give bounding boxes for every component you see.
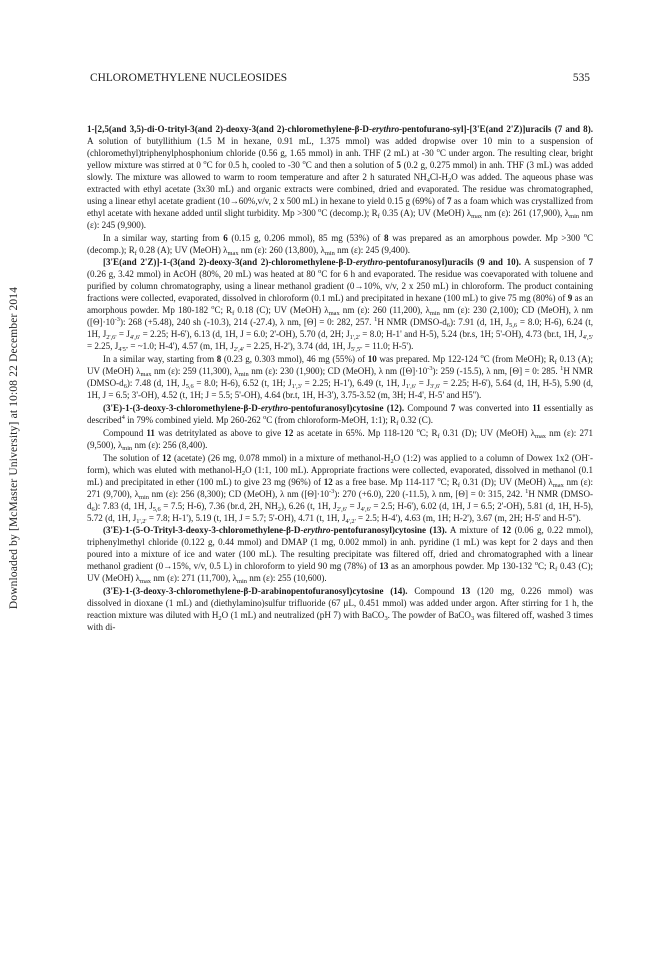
paragraph-compound-11: Compound 11 was detritylated as above to give 12 as acetate in 65%. Mp 118-120 $^o$C; $R_f$ 0.31 (D); UV (MeOH) $\lambda_{max}$ nm (ε): 271 (9,500), $\lambda_{min}$ nm (ε): 256 (8,400). [87, 426, 594, 452]
paragraph-compound-10: In a similar way, starting from 8 (0.23 g, 0.303 mmol), 46 mg (55%) of 10 was prepared. Mp 122-124 $^o$C (from MeOH); $R_f$ 0.13 (A); UV (MeOH) $\lambda_{max}$ nm (ε): 259 (11,300), $\lambda_{min}$ nm (ε): 230 (1,900); CD (MeOH), λ nm $([\Theta]\cdot 10^{-3})$: 259 (-15.5), λ nm, [Θ] = 0: 285. $^1$H NMR $(DMSO-d_6)$: 7.48 (d, 1H, $J_{5,6} = 8.0$; H-6), 6.52 (t, 1H; $J_{1',3'} = 2.25$; H-1'), 6.49 (t, 1H, $J_{1',6'} = J_{3',6'} = 2.25$; H-6'), 5.64 (d, 1H, H-5), 5.90 (d, 1H, J = 6.5; 3'-OH), 4.52 (t, 1H; J = 5.5; 5'-OH), 4.64 (br.t, 1H, H-3'), 3.75-3.52 (m, 3H; H-4', H-5' and H5''). [87, 353, 594, 400]
paragraph-compound-12-heading: (3'E)-1-(3-deoxy-3-chloromethylene-β-D-erythro-pentofuranosyl)cytosine (12). Compound 7 was converted into 11 essentially as described$^4$ in 79% combined yield. Mp 260-262 $^o$C (from chloroform-MeOH, 1:1); $R_f$ 0.32 (C). [87, 402, 594, 427]
paragraph-compound-8: In a similar way, starting from 6 (0.15 g, 0.206 mmol), 85 mg (53%) of 8 was prepared as an amorphous powder. Mp >300 $^o$C (decomp.); $R_f$ 0.28 (A); UV (MeOH) $\lambda_{max}$ nm (ε): 260 (13,800), $\lambda_{min}$ nm (ε): 245 (9,400). [87, 231, 593, 257]
running-header [90, 72, 590, 90]
paragraph-compound-14: (3'E)-1-(3-deoxy-3-chloromethylene-β-D-arabinopentofuranosyl)cytosine (14). Compound 13 (120 mg, 0.226 mmol) was dissolved in dioxane (1 mL) and (diethylamino)sulfur trifluoride (67 μL, 0.451 mmol) was added under argon. After stirring for 1 h, the reaction mixture was diluted with $H_2O$ (1 mL) and neutralized (pH 7) with BaCO$_3$. The powder of BaCO$_3$ was filtered off, washed 3 times with di- [87, 586, 593, 633]
page-number: 535 [572, 72, 590, 84]
download-watermark: Downloaded by [McMaster University] at 10:08 22 December 2014 [8, 286, 20, 610]
paragraph-compound-12-free-base: The solution of 12 (acetate) (26 mg, 0.078 mmol) in a mixture of methanol-$H_2O$ (1:2) was applied to a column of Dowex 1x2 (OH--form), which was eluted with methanol-$H_2O$ (1:1, 100 mL). Appropriate fractions were collected, evaporated, dissolved in methanol (0.1 mL) and precipitated in ether (100 mL) to give 23 mg (96%) of 12 as a free base. Mp 114-117 $^o$C; $R_f$ 0.31 (D); UV (MeOH) $\lambda_{max}$ nm (ε): 271 (9,700), $\lambda_{min}$ nm (ε): 256 (8,300); CD (MeOH), λ nm $([\Theta]\cdot 10^{-3})$: 270 (+6.0), 220 (-11.5), λ nm, [Θ] = 0: 315, 242. $^1$H NMR $(DMSO-d_6)$: 7.83 (d, 1H, $J_{5,6} = 7.5$; H-6), 7.36 (br.d, 2H, $NH_2$), 6.26 (t, 1H, $J_{2',6'} = J_{4',6'} = 2.5$; H-6'), 6.02 (d, 1H, J = 6.5; 2'-OH), 5.81 (d, 1H, H-5), 5.72 (d, 1H, $J_{1',2'} = 7.8$; H-1'), 5.19 (t, 1H, J = 5.7; 5'-OH), 4.71 (t, 1H, $J_{4',2'} = 2.5$; H-4'), 4.63 (m, 1H; H-2'), 3.67 (m, 2H; H-5' and H-5''). [87, 451, 594, 525]
body-text [87, 124, 593, 635]
paragraph-compounds-9-10: [3'E(and 2'Z)]-1-(3(and 2)-deoxy-3(and 2)-chloromethylene-β-D-erythro-pentofuranosyl)uracils (9 and 10). A suspension of 7 (0.26 g, 3.42 mmol) in AcOH (80%, 20 mL) was heated at 80 $^o$C for 6 h and evaporated. The residue was coevaporated with toluene and purified by column chromatography, using a linear methanol gradient (0→10%, v/v, 2 x 250 mL) in chloroform. The product containing fractions were collected, evaporated, dissolved in chloroform (0.1 mL) and precipitated in hexane (100 mL) to give 75 mg (80%) of 9 as an amorphous powder. Mp 180-182 $^o$C; $R_f$ 0.18 (C); UV (MeOH) $\lambda_{max}$ nm (ε): 260 (11,200), $\lambda_{min}$ nm (ε): 230 (2,100); CD (MeOH), λ nm $([\Theta]\cdot 10^{-3})$: 268 (+5.48), 240 sh (-10.3), 214 (-27.4), λ nm, [Θ] = 0: 282, 257. $^1$H NMR $(DMSO-d_6)$: 7.91 (d, 1H, $J_{5,6} = 8.0$; H-6), 6.24 (t, 1H, $J_{2',6'} = J_{4',6'} = 2.25$; H-6'), 6.13 (d, 1H, J = 6.0; 2'-OH), 5.70 (d, 2H; $J_{1',2'} = 8.0$; H-1' and H-5), 5.24 (br.s, 1H; 5'-OH), 4.73 (br.t, 1H, $J_{4',5'} = 2.25$, $J_{4'5''}$ = ~1.0; H-4'), 4.57 (m, 1H, $J_{2',4'} = 2.25$, H-2'), 3.74 (dd, 1H, $J_{5',5''} = 11.0$; H-5'). [87, 257, 594, 354]
running-title: CHLOROMETHYLENE NUCLEOSIDES [90, 72, 288, 84]
paragraph-compounds-7-8: 1-[2,5(and 3,5)-di-O-trityl-3(and 2)-deoxy-3(and 2)-chloromethylene-β-D-erythro-pentofurano-syl]-[3'E(and 2'Z)]uracils (7 and 8). A solution of butyllithium (1.5 M in hexane, 0.91 mL, 1.375 mmol) was added dropwise over 10 min to a suspension of (chloromethyl)triphenylphosphonium chloride (0.56 g, 1.65 mmol) in anh. THF (2 mL) at -30 $^o$C under argon. The resulting clear, bright yellow mixture was stirred at 0 $^o$C for 0.5 h, cooled to -30 $^o$C and then a solution of 5 (0.2 g, 0.275 mmol) in anh. THF (3 mL) was added slowly. The mixture was allowed to warm to room temperature and after 2 h saturated $NH_4Cl-H_2O$ was added. The aqueous phase was extracted with ethyl acetate (3x30 mL) and organic extracts were combined, dried and evaporated. The residue was chromatographed, using a linear ethyl acetate gradient (10→60%,v/v, 2 x 500 mL) in hexane to yield 0.15 g (69%) of 7 as a foam which was crystallized from ethyl acetate with hexane added until slight turbidity. Mp >300 $^o$C (decomp.); $R_f$ 0.35 (A); UV (MeOH) $\lambda_{max}$ nm (ε): 261 (17,900), $\lambda_{min}$ nm (ε): 245 (9,900). [87, 124, 593, 230]
paragraph-compound-13: (3'E)-1-(5-O-Trityl-3-deoxy-3-chloromethylene-β-D-erythro-pentofuranosyl)cytosine (13). A mixture of 12 (0.06 g, 0.22 mmol), triphenylmethyl chloride (0.122 g, 0.44 mmol) and DMAP (1 mg, 0.002 mmol) in anh. pyridine (1 mL) was kept for 2 days and then poured into a mixture of ice and water (100 mL). The resulting precipitate was filtered off, dried and chromatographed with a linear methanol gradient (0→15%, v/v, 0.5 L) in chloroform to yield 90 mg (78%) of 13 as an amorphous powder. Mp 130-132 $^o$C; $R_f$ 0.43 (C); UV (MeOH) $\lambda_{max}$ nm (ε): 271 (11,700), $\lambda_{min}$ nm (ε): 255 (10,600). [87, 525, 593, 586]
